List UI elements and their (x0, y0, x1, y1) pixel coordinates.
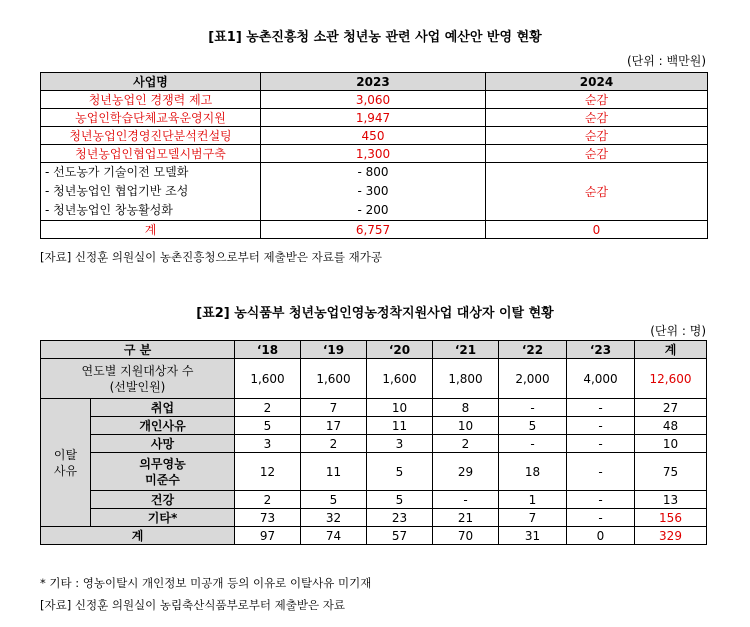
table-row (41, 91, 708, 109)
support-value: 1,600 (367, 359, 433, 399)
table2-header-year: ‘21 (433, 341, 499, 359)
reason-label: 건강 (91, 491, 235, 509)
row-total: 48 (635, 417, 707, 435)
row-value: - (567, 509, 635, 527)
table1-unit: (단위 : 백만원) (627, 54, 706, 68)
row-total: 75 (635, 453, 707, 491)
table-row (41, 399, 707, 417)
support-value: 1,600 (301, 359, 367, 399)
table-row (41, 127, 708, 145)
table2-header-row (41, 341, 707, 359)
program-name: 농업인학습단체교육운영지원 (41, 109, 261, 127)
row-value: 73 (235, 509, 301, 527)
row-value: 8 (433, 399, 499, 417)
table2-footnote: * 기타 : 영농이탈시 개인정보 미공개 등의 이유로 이탈사유 미기재 (40, 576, 372, 590)
table2-header-year: ‘18 (235, 341, 301, 359)
row-value: 3 (367, 435, 433, 453)
row-value: 2 (235, 399, 301, 417)
row-value: - (499, 399, 567, 417)
total-value: 57 (367, 527, 433, 545)
reason-label-line1: 의무영농 (139, 456, 186, 471)
support-label-line1: 연도별 지원대상자 수 (81, 363, 194, 378)
table-row (41, 417, 707, 435)
table-row (41, 509, 707, 527)
reason-label: 개인사유 (91, 417, 235, 435)
support-row-label (41, 359, 235, 399)
support-value: 1,600 (235, 359, 301, 399)
support-value: 1,800 (433, 359, 499, 399)
table1-total-row (41, 221, 708, 239)
sub-items-values (261, 163, 486, 221)
row-value: - (567, 491, 635, 509)
table-row (41, 491, 707, 509)
table-row (41, 453, 707, 491)
row-value: 7 (301, 399, 367, 417)
table2-title: [표2] 농식품부 청년농업인영농정착지원사업 대상자 이탈 현황 (196, 306, 554, 321)
table2-source: [자료] 신정훈 의원실이 농림축산식품부로부터 제출받은 자료 (40, 598, 345, 612)
reason-label: 기타* (91, 509, 235, 527)
row-value: 3 (235, 435, 301, 453)
program-name: 청년농업인협업모델시범구축 (41, 145, 261, 163)
budget-2023: 1,947 (261, 109, 486, 127)
total-value: 31 (499, 527, 567, 545)
row-value: 32 (301, 509, 367, 527)
dropout-reason-group-label (41, 399, 91, 527)
total-label: 계 (41, 221, 261, 239)
support-total: 12,600 (635, 359, 707, 399)
total-label: 계 (41, 527, 235, 545)
table2-header-year: ‘19 (301, 341, 367, 359)
row-value: 18 (499, 453, 567, 491)
row-value: 5 (367, 453, 433, 491)
support-value: 4,000 (567, 359, 635, 399)
table1-title: [표1] 농촌진흥청 소관 청년농 관련 사업 예산안 반영 현황 (208, 30, 542, 45)
table-row (41, 109, 708, 127)
row-value: 10 (433, 417, 499, 435)
total-2024: 0 (486, 221, 708, 239)
support-row (41, 359, 707, 399)
row-value: 2 (235, 491, 301, 509)
table1-header-name: 사업명 (41, 73, 261, 91)
table2-header-year: ‘23 (567, 341, 635, 359)
table1-header-2023: 2023 (261, 73, 486, 91)
row-value: 1 (499, 491, 567, 509)
row-value: 5 (367, 491, 433, 509)
support-label-line2: (선발인원) (109, 379, 166, 394)
row-total: 10 (635, 435, 707, 453)
sub-item-value: - 300 (357, 184, 389, 198)
row-value: 21 (433, 509, 499, 527)
sub-item-name: - 선도농가 기술이전 모델화 (45, 165, 189, 179)
table2-unit: (단위 : 명) (650, 324, 706, 338)
row-value: 11 (367, 417, 433, 435)
row-value: 5 (499, 417, 567, 435)
row-value: 2 (433, 435, 499, 453)
table1 (40, 72, 708, 239)
table-row (41, 435, 707, 453)
total-value: 97 (235, 527, 301, 545)
table2-header-year: ‘20 (367, 341, 433, 359)
row-value: 17 (301, 417, 367, 435)
sub-items-2024: 순감 (486, 163, 708, 221)
program-name: 청년농업인 경쟁력 제고 (41, 91, 261, 109)
sub-item-name: - 청년농업인 협업기반 조성 (45, 184, 189, 198)
total-value: 70 (433, 527, 499, 545)
row-total: 27 (635, 399, 707, 417)
table2-header-total: 계 (635, 341, 707, 359)
budget-2023: 1,300 (261, 145, 486, 163)
table1-source: [자료] 신정훈 의원실이 농촌진흥청으로부터 제출받은 자료를 재가공 (40, 250, 382, 264)
row-value: 2 (301, 435, 367, 453)
sub-item-name: - 청년농업인 창농활성화 (45, 203, 173, 217)
row-value: 29 (433, 453, 499, 491)
row-value: 23 (367, 509, 433, 527)
row-value: 10 (367, 399, 433, 417)
table1-subitems-row (41, 163, 708, 221)
row-value: - (567, 453, 635, 491)
row-value: 12 (235, 453, 301, 491)
budget-2023: 3,060 (261, 91, 486, 109)
total-value: 0 (567, 527, 635, 545)
budget-2024: 순감 (486, 127, 708, 145)
row-value: 11 (301, 453, 367, 491)
row-value: - (433, 491, 499, 509)
budget-2024: 순감 (486, 145, 708, 163)
row-value: - (567, 417, 635, 435)
budget-2024: 순감 (486, 109, 708, 127)
sub-items-names (41, 163, 261, 221)
row-value: 5 (301, 491, 367, 509)
row-total: 13 (635, 491, 707, 509)
budget-2024: 순감 (486, 91, 708, 109)
reason-label-line2: 미준수 (145, 472, 180, 487)
table2-header-year: ‘22 (499, 341, 567, 359)
support-value: 2,000 (499, 359, 567, 399)
reason-label: 취업 (91, 399, 235, 417)
total-2023: 6,757 (261, 221, 486, 239)
row-value: - (499, 435, 567, 453)
grand-total: 329 (635, 527, 707, 545)
row-value: - (567, 435, 635, 453)
table-row (41, 145, 708, 163)
table2 (40, 340, 707, 545)
row-value: 5 (235, 417, 301, 435)
group-label-line1: 이탈 (53, 447, 78, 462)
table2-header-category: 구 분 (41, 341, 235, 359)
budget-2023: 450 (261, 127, 486, 145)
sub-item-value: - 800 (357, 165, 389, 179)
table2-total-row (41, 527, 707, 545)
reason-label (91, 453, 235, 491)
program-name: 청년농업인경영진단분석컨설팅 (41, 127, 261, 145)
row-value: - (567, 399, 635, 417)
group-label-line2: 사유 (53, 463, 78, 478)
table1-header-row (41, 73, 708, 91)
table1-header-2024: 2024 (486, 73, 708, 91)
row-total: 156 (635, 509, 707, 527)
reason-label: 사망 (91, 435, 235, 453)
sub-item-value: - 200 (357, 203, 389, 217)
row-value: 7 (499, 509, 567, 527)
total-value: 74 (301, 527, 367, 545)
